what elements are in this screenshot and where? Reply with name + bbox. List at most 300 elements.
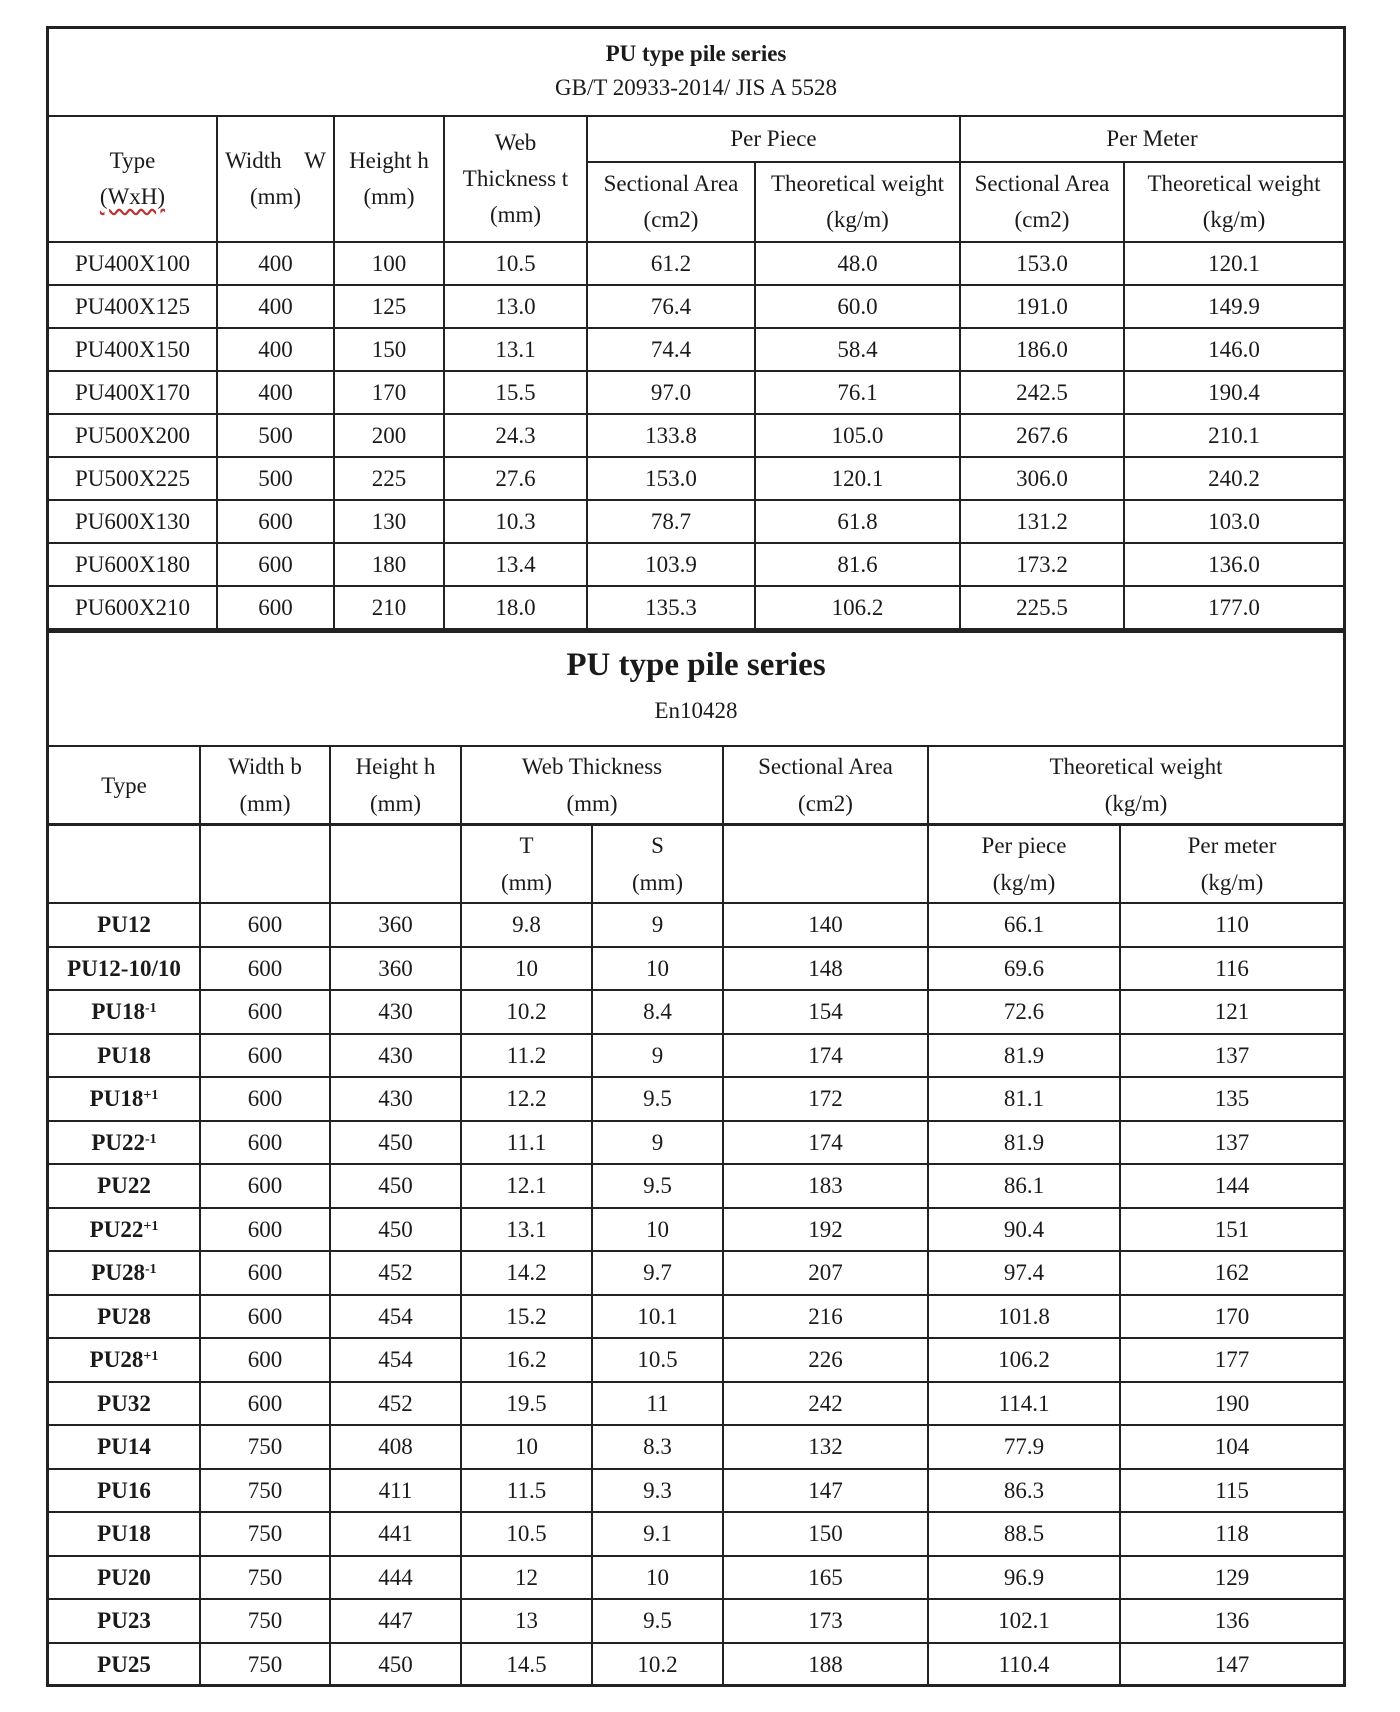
table1-value-cell: 103.0	[1124, 500, 1343, 543]
table2-row	[49, 1121, 1343, 1165]
table1-value-cell: 10.5	[444, 242, 587, 285]
table1-value-cell: 135.3	[587, 586, 755, 629]
table2-value-cell: 162	[1120, 1251, 1343, 1295]
table2-row	[49, 1469, 1343, 1513]
table2-value-cell: 750	[200, 1643, 330, 1687]
table2-row	[49, 1208, 1343, 1252]
pile-type-variant: +1	[143, 1088, 159, 1104]
table1-value-cell: 210	[334, 586, 444, 629]
table2-row	[49, 1556, 1343, 1600]
table2-value-cell: 137	[1120, 1121, 1343, 1165]
table1-value-cell: 400	[217, 371, 334, 414]
table2-value-cell: 172	[723, 1077, 928, 1121]
table2-value-cell: 173	[723, 1599, 928, 1643]
table1-value-cell: 27.6	[444, 457, 587, 500]
pile-type-label: PU32	[97, 1390, 151, 1416]
table1-value-cell: 97.0	[587, 371, 755, 414]
pile-type-label: PU18	[97, 1521, 151, 1547]
table2-value-cell: 81.9	[928, 1121, 1120, 1165]
table1-value-cell: 225	[334, 457, 444, 500]
t1-header-piece-weight: Theoretical weight (kg/m)	[755, 162, 960, 242]
pile-type-label: PU12-10/10	[67, 955, 181, 981]
pile-type-label: PU12	[97, 912, 151, 938]
table2-title-block	[49, 630, 1343, 747]
table2-value-cell: 86.3	[928, 1469, 1120, 1513]
table2-value-cell: 9.5	[592, 1164, 723, 1208]
table2-value-cell: 116	[1120, 947, 1343, 991]
table2-value-cell: 600	[200, 1295, 330, 1339]
table2-value-cell: 183	[723, 1164, 928, 1208]
table2-row	[49, 1077, 1343, 1121]
table2-value-cell: 600	[200, 1164, 330, 1208]
table1-value-cell: 267.6	[960, 414, 1124, 457]
table2-type-cell	[49, 1469, 200, 1513]
table1-type-cell: PU400X125	[49, 285, 217, 328]
table1-value-cell: 13.1	[444, 328, 587, 371]
table2-type-cell	[49, 1251, 200, 1295]
t2-subheader-empty	[200, 825, 330, 904]
table1-value-cell: 60.0	[755, 285, 960, 328]
table2-value-cell: 129	[1120, 1556, 1343, 1600]
table2-value-cell: 10	[592, 947, 723, 991]
t1-header-web-thickness: Web Thickness t (mm)	[444, 117, 587, 242]
table2-value-cell: 750	[200, 1512, 330, 1556]
table1-type-cell: PU600X130	[49, 500, 217, 543]
table1-value-cell: 500	[217, 457, 334, 500]
table1-title: PU type pile series	[605, 41, 787, 66]
table2-value-cell: 144	[1120, 1164, 1343, 1208]
table2-row	[49, 1599, 1343, 1643]
table1-value-cell: 48.0	[755, 242, 960, 285]
table1-value-cell: 136.0	[1124, 543, 1343, 586]
table2-value-cell: 8.3	[592, 1425, 723, 1469]
table1-row	[49, 242, 1343, 285]
table2-type-cell	[49, 1208, 200, 1252]
table2-value-cell: 101.8	[928, 1295, 1120, 1339]
table1-value-cell: 61.8	[755, 500, 960, 543]
table2-value-cell: 69.6	[928, 947, 1120, 991]
t2-subheader-per-meter: Per meter (kg/m)	[1120, 825, 1343, 904]
pile-type-variant: +1	[143, 1218, 159, 1234]
t1-header-meter-weight: Theoretical weight (kg/m)	[1124, 162, 1343, 242]
table2-value-cell: 90.4	[928, 1208, 1120, 1252]
table2-value-cell: 226	[723, 1338, 928, 1382]
table2-value-cell: 135	[1120, 1077, 1343, 1121]
table2-type-cell	[49, 1556, 200, 1600]
table1-value-cell: 74.4	[587, 328, 755, 371]
table1-value-cell: 120.1	[755, 457, 960, 500]
table2-value-cell: 430	[330, 1077, 461, 1121]
table1-value-cell: 61.2	[587, 242, 755, 285]
table2-value-cell: 360	[330, 903, 461, 947]
table2-value-cell: 750	[200, 1469, 330, 1513]
table2-value-cell: 140	[723, 903, 928, 947]
table1-value-cell: 13.0	[444, 285, 587, 328]
t1-header-width: Width W (mm)	[217, 117, 334, 242]
table1-value-cell: 120.1	[1124, 242, 1343, 285]
pile-type-variant: -1	[145, 1001, 157, 1017]
table2-row	[49, 903, 1343, 947]
table2-type-cell	[49, 1034, 200, 1078]
table2-value-cell: 600	[200, 903, 330, 947]
table1-value-cell: 146.0	[1124, 328, 1343, 371]
table2-value-cell: 77.9	[928, 1425, 1120, 1469]
table1-value-cell: 500	[217, 414, 334, 457]
table1-value-cell: 10.3	[444, 500, 587, 543]
table2-title: PU type pile series	[566, 647, 826, 683]
pile-type-label: PU22	[91, 1129, 145, 1155]
table2-type-cell	[49, 947, 200, 991]
table2-row	[49, 1034, 1343, 1078]
table1-value-cell: 242.5	[960, 371, 1124, 414]
table2-value-cell: 430	[330, 1034, 461, 1078]
t2-header-theoretical-weight: Theoretical weight (kg/m)	[928, 747, 1343, 825]
table2-value-cell: 132	[723, 1425, 928, 1469]
table1-value-cell: 225.5	[960, 586, 1124, 629]
table1-value-cell: 210.1	[1124, 414, 1343, 457]
pile-type-label: PU28	[91, 1260, 145, 1286]
table2-value-cell: 106.2	[928, 1338, 1120, 1382]
table1-value-cell: 125	[334, 285, 444, 328]
table2-value-cell: 454	[330, 1295, 461, 1339]
table1-type-cell: PU500X200	[49, 414, 217, 457]
table2-value-cell: 360	[330, 947, 461, 991]
table1-type-cell: PU400X100	[49, 242, 217, 285]
table2-value-cell: 110	[1120, 903, 1343, 947]
table2-value-cell: 600	[200, 990, 330, 1034]
table2-value-cell: 121	[1120, 990, 1343, 1034]
table2-value-cell: 13.1	[461, 1208, 592, 1252]
table2-value-cell: 88.5	[928, 1512, 1120, 1556]
table2-value-cell: 10	[592, 1556, 723, 1600]
table1-value-cell: 24.3	[444, 414, 587, 457]
pile-spec-sheet	[46, 26, 1346, 1687]
table2-value-cell: 450	[330, 1164, 461, 1208]
t1-header-type: Type (WxH)	[49, 117, 217, 242]
table2-value-cell: 452	[330, 1251, 461, 1295]
table1-value-cell: 191.0	[960, 285, 1124, 328]
table1-row	[49, 457, 1343, 500]
table2-value-cell: 9	[592, 903, 723, 947]
table2-row	[49, 1295, 1343, 1339]
table2-row	[49, 1643, 1343, 1687]
table1-value-cell: 15.5	[444, 371, 587, 414]
table1-type-cell: PU600X180	[49, 543, 217, 586]
table2-value-cell: 154	[723, 990, 928, 1034]
table2-value-cell: 8.4	[592, 990, 723, 1034]
table2-value-cell: 600	[200, 1034, 330, 1078]
table1-type-cell: PU600X210	[49, 586, 217, 629]
table2-row	[49, 1382, 1343, 1426]
table1-row	[49, 328, 1343, 371]
table2-value-cell: 750	[200, 1425, 330, 1469]
table2-value-cell: 110.4	[928, 1643, 1120, 1687]
table2-value-cell: 450	[330, 1208, 461, 1252]
table2-value-cell: 137	[1120, 1034, 1343, 1078]
table2-value-cell: 600	[200, 1251, 330, 1295]
table2-row	[49, 1164, 1343, 1208]
table1-value-cell: 106.2	[755, 586, 960, 629]
table2-value-cell: 10.1	[592, 1295, 723, 1339]
table2-value-cell: 118	[1120, 1512, 1343, 1556]
table2-subtitle: En10428	[654, 698, 738, 723]
table1-value-cell: 400	[217, 285, 334, 328]
table1	[49, 117, 1343, 630]
table2-value-cell: 72.6	[928, 990, 1120, 1034]
table2-value-cell: 408	[330, 1425, 461, 1469]
t2-header-width: Width b (mm)	[200, 747, 330, 825]
table1-value-cell: 186.0	[960, 328, 1124, 371]
table2-row	[49, 1425, 1343, 1469]
table2-row	[49, 1512, 1343, 1556]
table2-value-cell: 10.5	[592, 1338, 723, 1382]
table2-value-cell: 9.5	[592, 1599, 723, 1643]
table2-value-cell: 13	[461, 1599, 592, 1643]
table2-value-cell: 454	[330, 1338, 461, 1382]
pile-type-label: PU18	[97, 1042, 151, 1068]
table2-row	[49, 1338, 1343, 1382]
table2-value-cell: 450	[330, 1121, 461, 1165]
table2-value-cell: 10.2	[461, 990, 592, 1034]
table2-type-cell	[49, 1164, 200, 1208]
table1-row	[49, 285, 1343, 328]
table1-value-cell: 400	[217, 328, 334, 371]
pile-type-label: PU20	[97, 1564, 151, 1590]
table2-type-cell	[49, 1382, 200, 1426]
table1-value-cell: 78.7	[587, 500, 755, 543]
table2-value-cell: 750	[200, 1556, 330, 1600]
table2-value-cell: 430	[330, 990, 461, 1034]
t1-header-meter-area: Sectional Area (cm2)	[960, 162, 1124, 242]
table1-value-cell: 81.6	[755, 543, 960, 586]
table1-value-cell: 400	[217, 242, 334, 285]
table2-value-cell: 9.5	[592, 1077, 723, 1121]
table2-value-cell: 66.1	[928, 903, 1120, 947]
table1-value-cell: 13.4	[444, 543, 587, 586]
table2-value-cell: 188	[723, 1643, 928, 1687]
table2-row	[49, 990, 1343, 1034]
table2-value-cell: 97.4	[928, 1251, 1120, 1295]
table1-value-cell: 105.0	[755, 414, 960, 457]
table1-value-cell: 103.9	[587, 543, 755, 586]
t2-subheader-empty	[723, 825, 928, 904]
table1-value-cell: 200	[334, 414, 444, 457]
table2-value-cell: 136	[1120, 1599, 1343, 1643]
table1-value-cell: 600	[217, 586, 334, 629]
t2-subheader-s: S (mm)	[592, 825, 723, 904]
table1-value-cell: 170	[334, 371, 444, 414]
table2-value-cell: 114.1	[928, 1382, 1120, 1426]
t2-header-web-thickness: Web Thickness (mm)	[461, 747, 723, 825]
table2-value-cell: 12.2	[461, 1077, 592, 1121]
table1-value-cell: 600	[217, 543, 334, 586]
table2-type-cell	[49, 1295, 200, 1339]
table2-type-cell	[49, 990, 200, 1034]
table2-type-cell	[49, 1077, 200, 1121]
table2-value-cell: 177	[1120, 1338, 1343, 1382]
table2-type-cell	[49, 1338, 200, 1382]
pile-type-label: PU23	[97, 1608, 151, 1634]
table2-type-cell	[49, 1599, 200, 1643]
table2-value-cell: 216	[723, 1295, 928, 1339]
t2-header-type: Type	[49, 747, 200, 825]
pile-type-label: PU22	[97, 1173, 151, 1199]
table2-value-cell: 148	[723, 947, 928, 991]
t1-header-per-piece: Per Piece	[587, 117, 960, 162]
table1-value-cell: 153.0	[587, 457, 755, 500]
t2-header-sectional-area: Sectional Area (cm2)	[723, 747, 928, 825]
table2-value-cell: 9.1	[592, 1512, 723, 1556]
t2-header-height: Height h (mm)	[330, 747, 461, 825]
t1-header-per-meter: Per Meter	[960, 117, 1343, 162]
table1-value-cell: 177.0	[1124, 586, 1343, 629]
t2-subheader-t: T (mm)	[461, 825, 592, 904]
pile-type-label: PU18	[91, 999, 145, 1025]
table2-value-cell: 600	[200, 1382, 330, 1426]
table2-row	[49, 947, 1343, 991]
pile-type-label: PU22	[89, 1216, 144, 1242]
table2-value-cell: 600	[200, 1121, 330, 1165]
table1-subtitle: GB/T 20933-2014/ JIS A 5528	[555, 75, 837, 100]
table2-value-cell: 10.2	[592, 1643, 723, 1687]
pile-type-label: PU28	[97, 1303, 151, 1329]
pile-type-variant: +1	[143, 1349, 159, 1365]
table1-type-cell: PU400X170	[49, 371, 217, 414]
table1-title-block	[49, 29, 1343, 117]
table2-value-cell: 10	[461, 947, 592, 991]
table2-value-cell: 242	[723, 1382, 928, 1426]
table2-value-cell: 452	[330, 1382, 461, 1426]
table1-value-cell: 240.2	[1124, 457, 1343, 500]
table2-value-cell: 444	[330, 1556, 461, 1600]
table2-value-cell: 9.8	[461, 903, 592, 947]
table2-value-cell: 600	[200, 1338, 330, 1382]
t1-header-piece-area: Sectional Area (cm2)	[587, 162, 755, 242]
bottom-rule	[46, 1684, 1346, 1687]
table1-row	[49, 586, 1343, 629]
table1-row	[49, 543, 1343, 586]
table1-value-cell: 130	[334, 500, 444, 543]
table1-type-cell: PU500X225	[49, 457, 217, 500]
table1-row	[49, 371, 1343, 414]
table2-value-cell: 11.5	[461, 1469, 592, 1513]
table2-value-cell: 207	[723, 1251, 928, 1295]
table2-value-cell: 150	[723, 1512, 928, 1556]
table1-value-cell: 100	[334, 242, 444, 285]
pile-type-label: PU16	[97, 1477, 151, 1503]
table2-value-cell: 450	[330, 1643, 461, 1687]
table2-value-cell: 174	[723, 1121, 928, 1165]
table1-value-cell: 131.2	[960, 500, 1124, 543]
pile-type-label: PU14	[97, 1434, 151, 1460]
table2-value-cell: 96.9	[928, 1556, 1120, 1600]
table1-value-cell: 153.0	[960, 242, 1124, 285]
table2-value-cell: 11.2	[461, 1034, 592, 1078]
table2-type-cell	[49, 1121, 200, 1165]
table2-value-cell: 86.1	[928, 1164, 1120, 1208]
table2-type-cell	[49, 1643, 200, 1687]
table1-value-cell: 76.1	[755, 371, 960, 414]
table1-row	[49, 414, 1343, 457]
table1-type-cell: PU400X150	[49, 328, 217, 371]
table2-value-cell: 174	[723, 1034, 928, 1078]
table2-value-cell: 190	[1120, 1382, 1343, 1426]
table1-row	[49, 500, 1343, 543]
table2-value-cell: 9	[592, 1121, 723, 1165]
table2-value-cell: 447	[330, 1599, 461, 1643]
table2-value-cell: 19.5	[461, 1382, 592, 1426]
table2-value-cell: 15.2	[461, 1295, 592, 1339]
table2-value-cell: 10	[592, 1208, 723, 1252]
table2-value-cell: 14.2	[461, 1251, 592, 1295]
table2-value-cell: 600	[200, 947, 330, 991]
table2-value-cell: 10	[461, 1425, 592, 1469]
pile-type-variant: -1	[145, 1131, 157, 1147]
table2-value-cell: 81.9	[928, 1034, 1120, 1078]
table1-value-cell: 76.4	[587, 285, 755, 328]
table2-value-cell: 147	[1120, 1643, 1343, 1687]
table1-value-cell: 150	[334, 328, 444, 371]
pile-type-label: PU25	[97, 1651, 151, 1677]
table2-row	[49, 1251, 1343, 1295]
table2-value-cell: 441	[330, 1512, 461, 1556]
table2-value-cell: 12	[461, 1556, 592, 1600]
table1-value-cell: 133.8	[587, 414, 755, 457]
t2-subheader-empty	[49, 825, 200, 904]
pile-type-label: PU18	[89, 1086, 144, 1112]
table2-value-cell: 9.7	[592, 1251, 723, 1295]
table2	[49, 747, 1343, 1687]
table2-type-cell	[49, 1512, 200, 1556]
t1-header-height: Height h (mm)	[334, 117, 444, 242]
table2-value-cell: 11.1	[461, 1121, 592, 1165]
table2-type-cell	[49, 903, 200, 947]
table2-value-cell: 14.5	[461, 1643, 592, 1687]
table2-value-cell: 170	[1120, 1295, 1343, 1339]
table2-value-cell: 104	[1120, 1425, 1343, 1469]
table2-value-cell: 147	[723, 1469, 928, 1513]
table2-value-cell: 151	[1120, 1208, 1343, 1252]
table2-value-cell: 102.1	[928, 1599, 1120, 1643]
table1-value-cell: 173.2	[960, 543, 1124, 586]
table1-value-cell: 306.0	[960, 457, 1124, 500]
table1-value-cell: 149.9	[1124, 285, 1343, 328]
table2-value-cell: 16.2	[461, 1338, 592, 1382]
t2-subheader-empty	[330, 825, 461, 904]
pile-type-label: PU28	[89, 1347, 144, 1373]
table2-value-cell: 81.1	[928, 1077, 1120, 1121]
pile-type-variant: -1	[145, 1262, 157, 1278]
table2-value-cell: 10.5	[461, 1512, 592, 1556]
t2-subheader-per-piece: Per piece (kg/m)	[928, 825, 1120, 904]
table2-value-cell: 115	[1120, 1469, 1343, 1513]
table2-value-cell: 9	[592, 1034, 723, 1078]
table1-value-cell: 18.0	[444, 586, 587, 629]
table2-value-cell: 165	[723, 1556, 928, 1600]
table2-value-cell: 11	[592, 1382, 723, 1426]
table2-value-cell: 411	[330, 1469, 461, 1513]
table1-value-cell: 58.4	[755, 328, 960, 371]
table2-value-cell: 12.1	[461, 1164, 592, 1208]
table1-value-cell: 190.4	[1124, 371, 1343, 414]
table1-value-cell: 180	[334, 543, 444, 586]
table2-value-cell: 9.3	[592, 1469, 723, 1513]
table2-value-cell: 750	[200, 1599, 330, 1643]
table2-type-cell	[49, 1425, 200, 1469]
table2-value-cell: 600	[200, 1077, 330, 1121]
table2-value-cell: 600	[200, 1208, 330, 1252]
table2-value-cell: 192	[723, 1208, 928, 1252]
